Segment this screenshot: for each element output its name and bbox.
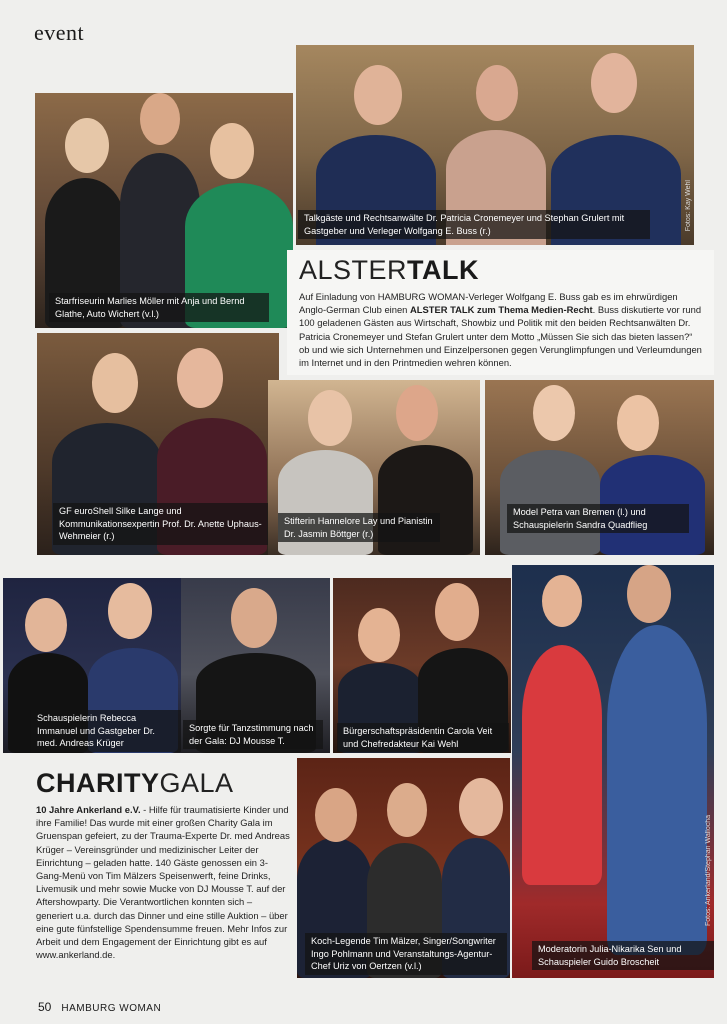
caption-mousse: Sorgte für Tanzstimmung nach der Gala: DJ Mousse T.	[183, 720, 323, 749]
photo-bremen	[485, 380, 714, 555]
alster-body-1: Auf Einladung von HAMBURG WOMAN-Verleger Wolfgang E. Buss gab es im ehrwürdigen Anglo-German Club einen	[299, 291, 678, 316]
photo-talk-guests	[296, 45, 694, 245]
charity-gala-box	[36, 768, 291, 961]
photo-lay	[268, 380, 480, 555]
page-number: 50	[38, 1000, 52, 1014]
photo-credit-top: Fotos: Kay Wehl	[685, 180, 692, 232]
caption-immanuel: Schauspielerin Rebecca Immanuel und Gastgeber Dr. med. Andreas Krüger	[31, 710, 181, 752]
caption-lay: Stifterin Hannelore Lay und Pianistin Dr. Jasmin Böttger (r.)	[278, 513, 440, 542]
charity-title-bold: CHARITY	[36, 768, 160, 798]
alster-title-light: ALSTER	[299, 255, 408, 285]
alster-talk-title	[299, 255, 479, 286]
photo-moeller	[35, 93, 293, 328]
alster-title-bold: TALK	[407, 255, 480, 285]
caption-veit: Bürgerschaftspräsidentin Carola Veit und Chefredakteur Kai Wehl	[337, 723, 509, 752]
photo-maelzer	[297, 758, 510, 978]
alster-body-2: . Buss diskutierte vor rund 100 geladenen Gästen aus Wirtschaft, Showbiz und Politik mit den beiden Rechtsanwälten Dr. Patricia Cronemeyer und Stefan Grulert unter dem Motto „Müssen Sie sich das bieten lassen?“ ob und wie sich Unternehmen und Einzelpersonen gegen Verunglimpfungen und Verleumdungen im Internet und in den Printmedien wehren können.	[299, 304, 702, 369]
photo-mousse	[181, 578, 330, 753]
charity-gala-title	[36, 768, 291, 799]
photo-credit-bottom: Fotos: Ankerland/Stephan Wallocha	[705, 815, 712, 927]
caption-sen: Moderatorin Julia-Nikarika Sen und Schauspieler Guido Broscheit	[532, 941, 714, 970]
alster-body-bold: ALSTER TALK zum Thema Medien-Recht	[410, 304, 593, 316]
caption-moeller: Starfriseurin Marlies Möller mit Anja und Bernd Glathe, Auto Wichert (v.l.)	[49, 293, 269, 322]
photo-sen	[512, 565, 714, 978]
charity-title-light: GALA	[159, 768, 234, 798]
charity-body-bold: 10 Jahre Ankerland e.V.	[36, 804, 141, 815]
photo-lange	[37, 333, 279, 555]
caption-talk-guests: Talkgäste und Rechtsanwälte Dr. Patricia Cronemeyer und Stephan Grulert mit Gastgeber und Verleger Wolfgang E. Buss (r.)	[298, 210, 650, 239]
charity-gala-body	[36, 803, 291, 961]
alster-talk-body	[299, 290, 704, 369]
charity-body-text: - Hilfe für traumatisierte Kinder und ihre Familie! Das wurde mit einer großen Charity Gala im Gruenspan gefeiert, zu der Trauma-Experte Dr. med Andreas Krüger – Vereinsgründer und medizinischer Leiter der Einrichtung – geladen hatte. 140 Gäste genossen ein 3-Gang-Menü von Tim Mälzers Speisenwerft, feine Drinks, Livemusik und mehr sowie Mucke von DJ Mousse T. auf der Aftershowparty. Die Verantwortlichen konnten sich – generiert u.a. durch das Dinner und eine stille Auktion – über eine gute fünfstellige Spendensumme freuen. Mehr Infos zur Arbeit und dem Engagement der Einrichtung gibt es auf www.ankerland.de.	[36, 804, 290, 961]
magazine-name: HAMBURG WOMAN	[61, 1003, 162, 1014]
section-label: event	[34, 20, 85, 45]
caption-bremen: Model Petra van Bremen (l.) und Schauspielerin Sandra Quadflieg	[507, 504, 689, 533]
caption-lange: GF euroShell Silke Lange und Kommunikationsexpertin Prof. Dr. Anette Uphaus-Wehmeier (r.)	[53, 503, 275, 545]
alster-talk-box	[287, 250, 714, 375]
page-footer	[38, 1000, 161, 1014]
photo-immanuel	[3, 578, 181, 753]
caption-maelzer: Koch-Legende Tim Mälzer, Singer/Songwriter Ingo Pohlmann und Veranstaltungs-Agentur-Chef Uriz von Oertzen (v.l.)	[305, 933, 507, 975]
photo-veit	[333, 578, 511, 753]
